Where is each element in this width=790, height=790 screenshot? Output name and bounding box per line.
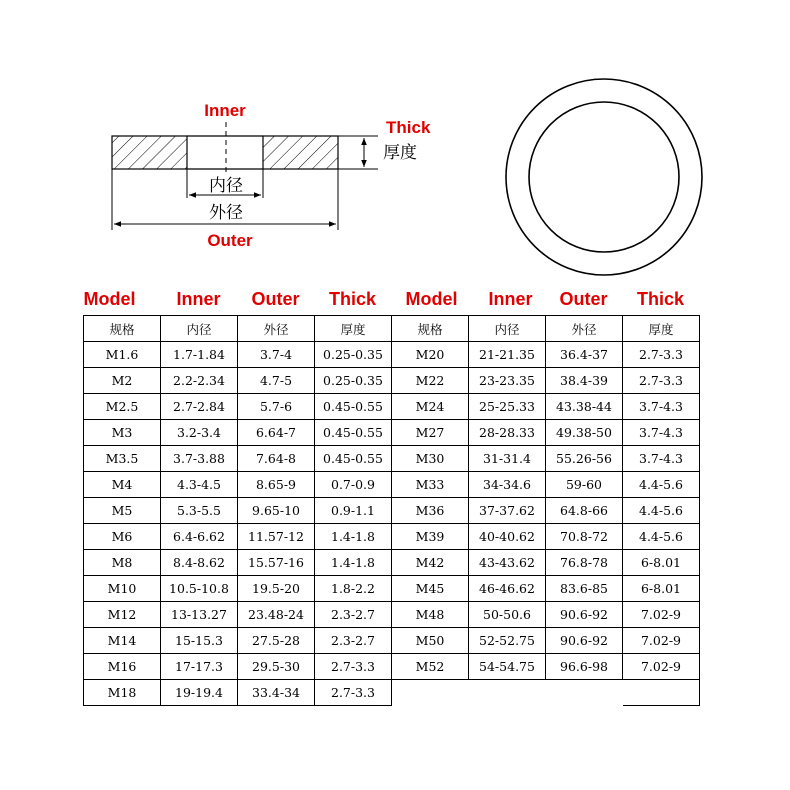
table-cell: M20 [392, 342, 469, 368]
table-cell: 4.7-5 [238, 368, 315, 394]
table-cell: M39 [392, 524, 469, 550]
header-cn-cell: 内径 [469, 316, 546, 342]
table-cell: 1.8-2.2 [315, 576, 392, 602]
table-row [84, 368, 700, 394]
table-cell: 2.7-2.84 [161, 394, 238, 420]
table-cell: 25-25.33 [469, 394, 546, 420]
table-cell: M18 [84, 680, 161, 706]
table-cell: M6 [84, 524, 161, 550]
table-cell: M1.6 [84, 342, 161, 368]
table-cell: 7.02-9 [623, 654, 700, 680]
header-outer-1: Outer [251, 289, 300, 309]
table-cell: 2.7-3.3 [623, 368, 700, 394]
table-cell: 21-21.35 [469, 342, 546, 368]
empty-cell [623, 680, 700, 706]
table-cell: 76.8-78 [546, 550, 623, 576]
table-cell: 23.48-24 [238, 602, 315, 628]
table-cell: 0.7-0.9 [315, 472, 392, 498]
table-cell: 2.3-2.7 [315, 628, 392, 654]
table-row [84, 524, 700, 550]
thick-dimension [338, 136, 378, 169]
header-outer-2: Outer [559, 289, 608, 309]
table-cell: 0.45-0.55 [315, 420, 392, 446]
table-cell: M45 [392, 576, 469, 602]
inner-label-cn: 内径 [209, 176, 243, 196]
table-cell: 1.7-1.84 [161, 342, 238, 368]
table-cell: 1.4-1.8 [315, 550, 392, 576]
table-cell: M8 [84, 550, 161, 576]
table-cell: 0.25-0.35 [315, 368, 392, 394]
header-cn-cell: 厚度 [623, 316, 700, 342]
table-cell: 2.7-3.3 [315, 680, 392, 706]
table-cell: 3.7-3.88 [161, 446, 238, 472]
table-cell: 11.57-12 [238, 524, 315, 550]
table-cell: 40-40.62 [469, 524, 546, 550]
left-hatched-section [112, 136, 187, 169]
table-row [84, 576, 700, 602]
table-cell: 15.57-16 [238, 550, 315, 576]
chinese-header-row [84, 316, 700, 342]
table-cell: 3.7-4.3 [623, 446, 700, 472]
table-cell: 37-37.62 [469, 498, 546, 524]
table-row [84, 654, 700, 680]
table-row [84, 472, 700, 498]
table-cell: 43-43.62 [469, 550, 546, 576]
table-cell: 2.7-3.3 [623, 342, 700, 368]
table-cell: 64.8-66 [546, 498, 623, 524]
table-cell: M3 [84, 420, 161, 446]
empty-cell [392, 680, 469, 706]
table-cell: 36.4-37 [546, 342, 623, 368]
header-thick-1: Thick [328, 289, 376, 309]
table-cell: 5.7-6 [238, 394, 315, 420]
header-cn-cell: 厚度 [315, 316, 392, 342]
table-cell: 4.3-4.5 [161, 472, 238, 498]
table-row [84, 628, 700, 654]
table-cell: 4.4-5.6 [623, 524, 700, 550]
empty-cell [469, 680, 546, 706]
table-cell: M22 [392, 368, 469, 394]
table-cell: 55.26-56 [546, 446, 623, 472]
table-cell: 43.38-44 [546, 394, 623, 420]
table-cell: M2.5 [84, 394, 161, 420]
thick-label-cn: 厚度 [383, 143, 417, 163]
table-cell: M52 [392, 654, 469, 680]
table-cell: M50 [392, 628, 469, 654]
table-row [84, 680, 700, 706]
header-cn-cell: 外径 [238, 316, 315, 342]
washer-top-view [506, 79, 702, 275]
table-cell: 96.6-98 [546, 654, 623, 680]
table-cell: 2.2-2.34 [161, 368, 238, 394]
table-cell: 46-46.62 [469, 576, 546, 602]
table-cell: 49.38-50 [546, 420, 623, 446]
table-cell: 19.5-20 [238, 576, 315, 602]
table-row [84, 550, 700, 576]
table-cell: M12 [84, 602, 161, 628]
table-cell: 4.4-5.6 [623, 472, 700, 498]
table-cell: M36 [392, 498, 469, 524]
table-row [84, 342, 700, 368]
header-model-1: Model [83, 289, 136, 309]
table-cell: 90.6-92 [546, 628, 623, 654]
table-cell: 0.45-0.55 [315, 446, 392, 472]
header-inner-2: Inner [488, 289, 533, 309]
table-row [84, 602, 700, 628]
table-cell: 38.4-39 [546, 368, 623, 394]
table-cell: 33.4-34 [238, 680, 315, 706]
header-cn-cell: 规格 [84, 316, 161, 342]
english-header-row [83, 289, 699, 315]
header-cn-cell: 规格 [392, 316, 469, 342]
header-inner-1: Inner [176, 289, 221, 309]
table-cell: 5.3-5.5 [161, 498, 238, 524]
table-cell: 0.9-1.1 [315, 498, 392, 524]
table-row [84, 394, 700, 420]
table-cell: 0.25-0.35 [315, 342, 392, 368]
inner-label-en: Inner [204, 101, 246, 120]
table-cell: 6.4-6.62 [161, 524, 238, 550]
table-cell: 28-28.33 [469, 420, 546, 446]
table-cell: 8.4-8.62 [161, 550, 238, 576]
table-cell: 70.8-72 [546, 524, 623, 550]
table-cell: 54-54.75 [469, 654, 546, 680]
table-cell: 6-8.01 [623, 576, 700, 602]
table-cell: 6-8.01 [623, 550, 700, 576]
table-cell: M4 [84, 472, 161, 498]
outer-label-cn: 外径 [209, 203, 243, 223]
table-cell: M33 [392, 472, 469, 498]
table-cell: 29.5-30 [238, 654, 315, 680]
table-cell: 3.2-3.4 [161, 420, 238, 446]
table-row [84, 446, 700, 472]
table-cell: 7.64-8 [238, 446, 315, 472]
empty-cell [546, 680, 623, 706]
table-cell: 90.6-92 [546, 602, 623, 628]
table-cell: 52-52.75 [469, 628, 546, 654]
table-cell: 3.7-4.3 [623, 394, 700, 420]
table-cell: M16 [84, 654, 161, 680]
spec-table [83, 315, 700, 706]
table-cell: M24 [392, 394, 469, 420]
table-cell: M27 [392, 420, 469, 446]
table-row [84, 498, 700, 524]
table-cell: 15-15.3 [161, 628, 238, 654]
table-cell: 31-31.4 [469, 446, 546, 472]
table-cell: 8.65-9 [238, 472, 315, 498]
table-cell: 1.4-1.8 [315, 524, 392, 550]
header-cn-cell: 内径 [161, 316, 238, 342]
thick-label-en: Thick [386, 118, 431, 137]
table-cell: 6.64-7 [238, 420, 315, 446]
table-cell: 0.45-0.55 [315, 394, 392, 420]
table-cell: 7.02-9 [623, 602, 700, 628]
table-cell: M48 [392, 602, 469, 628]
table-cell: M5 [84, 498, 161, 524]
table-cell: 50-50.6 [469, 602, 546, 628]
right-hatched-section [263, 136, 338, 169]
table-cell: M30 [392, 446, 469, 472]
header-model-2: Model [405, 289, 458, 309]
table-cell: 34-34.6 [469, 472, 546, 498]
table-cell: 3.7-4 [238, 342, 315, 368]
table-row [84, 420, 700, 446]
table-cell: 2.7-3.3 [315, 654, 392, 680]
table-cell: 83.6-85 [546, 576, 623, 602]
washer-inner-circle [529, 102, 679, 252]
washer-diagram [0, 0, 790, 290]
table-cell: 17-17.3 [161, 654, 238, 680]
table-cell: 9.65-10 [238, 498, 315, 524]
table-cell: 13-13.27 [161, 602, 238, 628]
table-cell: M2 [84, 368, 161, 394]
table-cell: 4.4-5.6 [623, 498, 700, 524]
table-cell: 3.7-4.3 [623, 420, 700, 446]
washer-outer-circle [506, 79, 702, 275]
table-cell: 10.5-10.8 [161, 576, 238, 602]
table-cell: M14 [84, 628, 161, 654]
table-cell: 27.5-28 [238, 628, 315, 654]
table-cell: 2.3-2.7 [315, 602, 392, 628]
header-thick-2: Thick [636, 289, 684, 309]
header-cn-cell: 外径 [546, 316, 623, 342]
table-cell: M42 [392, 550, 469, 576]
table-cell: 23-23.35 [469, 368, 546, 394]
table-cell: 7.02-9 [623, 628, 700, 654]
table-cell: 19-19.4 [161, 680, 238, 706]
table-cell: M10 [84, 576, 161, 602]
outer-label-en: Outer [207, 231, 253, 250]
table-cell: M3.5 [84, 446, 161, 472]
cross-section [112, 122, 338, 176]
table-cell: 59-60 [546, 472, 623, 498]
